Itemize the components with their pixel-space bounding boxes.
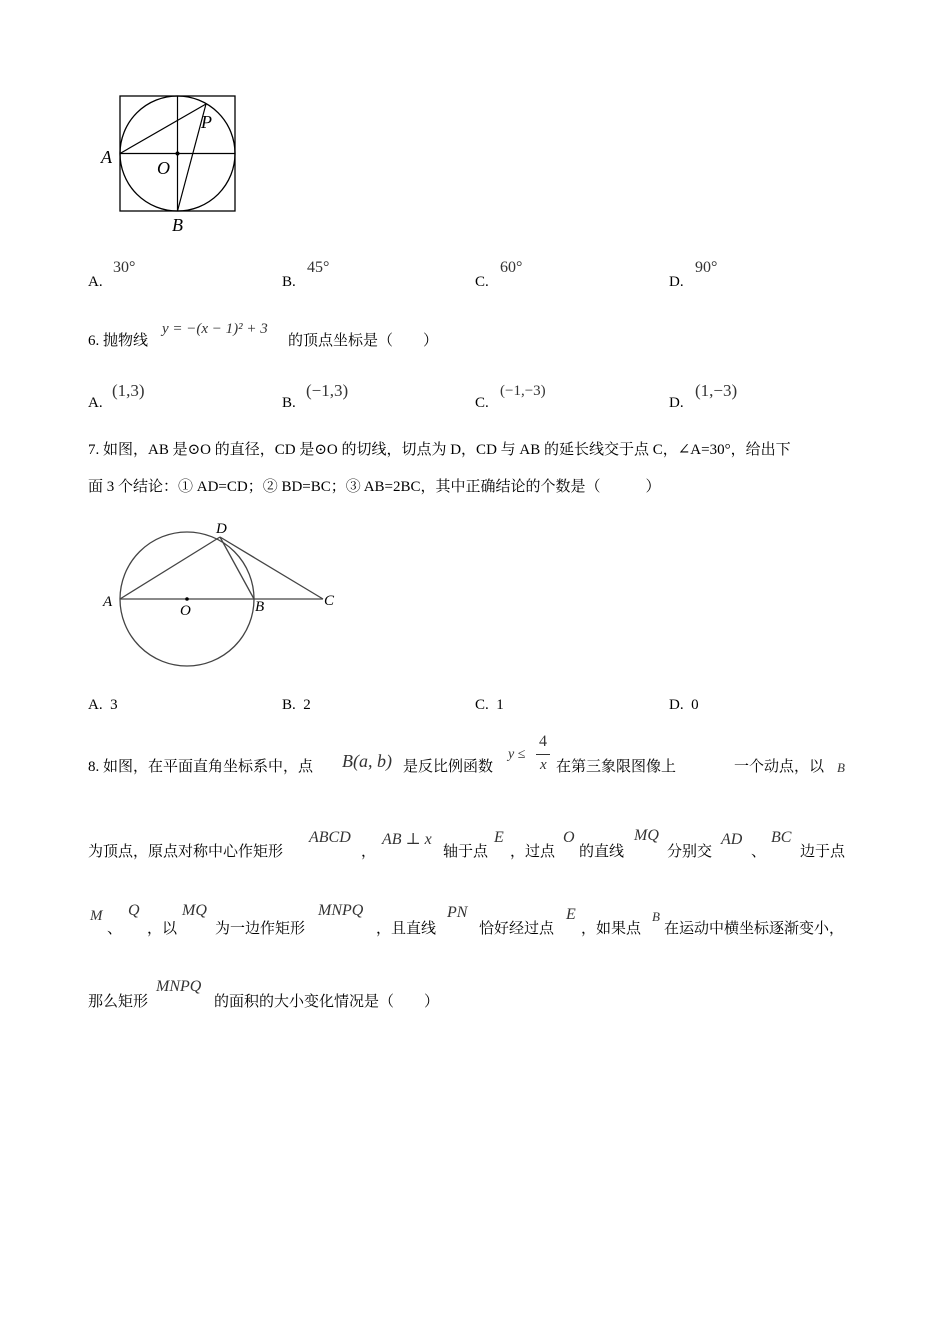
q8-line4-mnpq: MNPQ — [156, 978, 202, 995]
q8-number: 8. — [88, 759, 100, 775]
q7-label-o: O — [180, 603, 191, 619]
q8-frac-bar — [536, 754, 550, 755]
q8-line3-m: M — [90, 908, 103, 924]
q5-label-b: B — [172, 215, 183, 235]
q7-label-a: A — [103, 594, 113, 610]
q8-line2-d: 的直线 — [579, 844, 625, 860]
q5-option-a-value: 30° — [113, 259, 136, 276]
q6-text-before: 抛物线 — [103, 333, 149, 349]
q5-option-d: D. — [669, 274, 684, 290]
q8-line2-e: E — [494, 829, 504, 846]
q8-line2-ad: AD — [721, 831, 743, 848]
q5-option-a: A. — [88, 274, 103, 290]
q8-line1-start: 8. 如图，在平面直角坐标系中，点 — [88, 759, 314, 775]
q7-line1 — [88, 440, 791, 460]
q7-label-b: B — [255, 599, 265, 615]
q7-line-ad — [120, 537, 220, 599]
q7-option-c: C. 1 — [475, 697, 504, 713]
q7-number: 7. — [88, 442, 100, 458]
q8-line3-f: 在运动中横坐标逐渐变小， — [664, 921, 845, 937]
q8-line1-b: B — [837, 760, 845, 775]
q8-frac-den: x — [540, 757, 547, 773]
q5-chord-ap — [120, 104, 206, 154]
q8-line2-sep1: ， — [361, 844, 377, 860]
q8-line3-c: ，且直线 — [376, 921, 437, 937]
q5-option-d-value: 90° — [695, 259, 718, 276]
q6-option-d: D. — [669, 395, 684, 411]
q6-option-b: B. — [282, 395, 296, 411]
q5-center-dot — [176, 152, 180, 156]
q6-stem — [88, 331, 148, 351]
q8-line3-mnpq: MNPQ — [318, 902, 364, 919]
q6-option-d-value: (1,−3) — [695, 381, 738, 400]
q8-line3-pn: PN — [447, 904, 468, 921]
q8-line2-b: 轴于点 — [443, 844, 489, 860]
q6-option-a-value: (1,3) — [112, 381, 145, 400]
q6-option-a: A. — [88, 395, 103, 411]
q8-line3-sep: 、 — [107, 921, 123, 937]
q8-line4-b: 的面积的大小变化情况是（ ） — [214, 994, 440, 1010]
q8-line3-e: E — [566, 906, 576, 923]
q7-line2: 面 3 个结论：① AD=CD；② BD=BC；③ AB=2BC，其中正确结论的个数是（ ） — [88, 479, 661, 495]
q8-line3-b-point: B — [652, 909, 660, 924]
q8-line2-f: 边于点 — [800, 844, 846, 860]
q6-text-after: 的顶点坐标是（ ） — [288, 333, 439, 349]
q8-inequality: y ≤ — [508, 747, 526, 762]
q5-label-a: A — [101, 147, 112, 167]
q5-option-c-value: 60° — [500, 259, 523, 276]
q8-line2-sep2: 、 — [751, 844, 767, 860]
q8-line3-q: Q — [128, 902, 140, 919]
q8-line3-d: 恰好经过点 — [479, 921, 555, 937]
q5-label-o: O — [157, 158, 170, 178]
q8-line2-bc: BC — [771, 829, 792, 846]
q5-figure — [95, 88, 255, 238]
q8-ab-perp-x: AB ⊥ x — [382, 831, 432, 848]
q7-figure — [95, 518, 355, 668]
q8-frac-num: 4 — [539, 733, 547, 750]
q8-line3-b: 为一边作矩形 — [215, 921, 306, 937]
q8-line2-o: O — [563, 829, 575, 846]
q7-option-a: A. 3 — [88, 697, 118, 713]
q8-line2-c: ，过点 — [510, 844, 556, 860]
q8-line2-mq: MQ — [634, 827, 659, 844]
q6-option-b-value: (−1,3) — [306, 381, 349, 400]
q6-option-c: C. — [475, 395, 489, 411]
q8-line3-e-text: ，如果点 — [581, 921, 642, 937]
q8-line1-mid: 是反比例函数 — [403, 759, 494, 775]
q7-center-dot — [185, 597, 189, 601]
q5-option-c: C. — [475, 274, 489, 290]
q7-line-db — [220, 537, 254, 599]
q8-abcd: ABCD — [309, 829, 351, 846]
q5-option-b-value: 45° — [307, 259, 330, 276]
q7-option-b: B. 2 — [282, 697, 311, 713]
q6-number: 6. — [88, 333, 100, 349]
q7-option-d: D. 0 — [669, 697, 699, 713]
q5-option-b: B. — [282, 274, 296, 290]
q8-line2-a: 为顶点，原点对称中心作矩形 — [88, 844, 284, 860]
q8-line2-e-text: 分别交 — [667, 844, 713, 860]
q5-label-p: P — [201, 112, 212, 132]
q6-formula: y = −(x − 1)² + 3 — [162, 321, 268, 337]
q6-option-c-value: (−1,−3) — [500, 383, 546, 399]
q8-line1-c: 在第三象限图像上 — [556, 759, 677, 775]
q7-label-d: D — [216, 521, 227, 537]
q7-stem-line1: 如图，AB 是⊙O 的直径，CD 是⊙O 的切线，切点为 D，CD 与 AB 的延长线交于点 C，∠A=30°，给出下 — [103, 442, 791, 458]
q8-line1-d: 一个动点，以 — [734, 759, 825, 775]
q8-point-b: B(a, b) — [342, 751, 392, 771]
q8-line3-a: ，以 — [147, 921, 178, 937]
q8-line3-mq: MQ — [182, 902, 207, 919]
q7-label-c: C — [324, 593, 335, 609]
q8-line4-a: 那么矩形 — [88, 994, 149, 1010]
q7-line-dc — [220, 537, 323, 599]
